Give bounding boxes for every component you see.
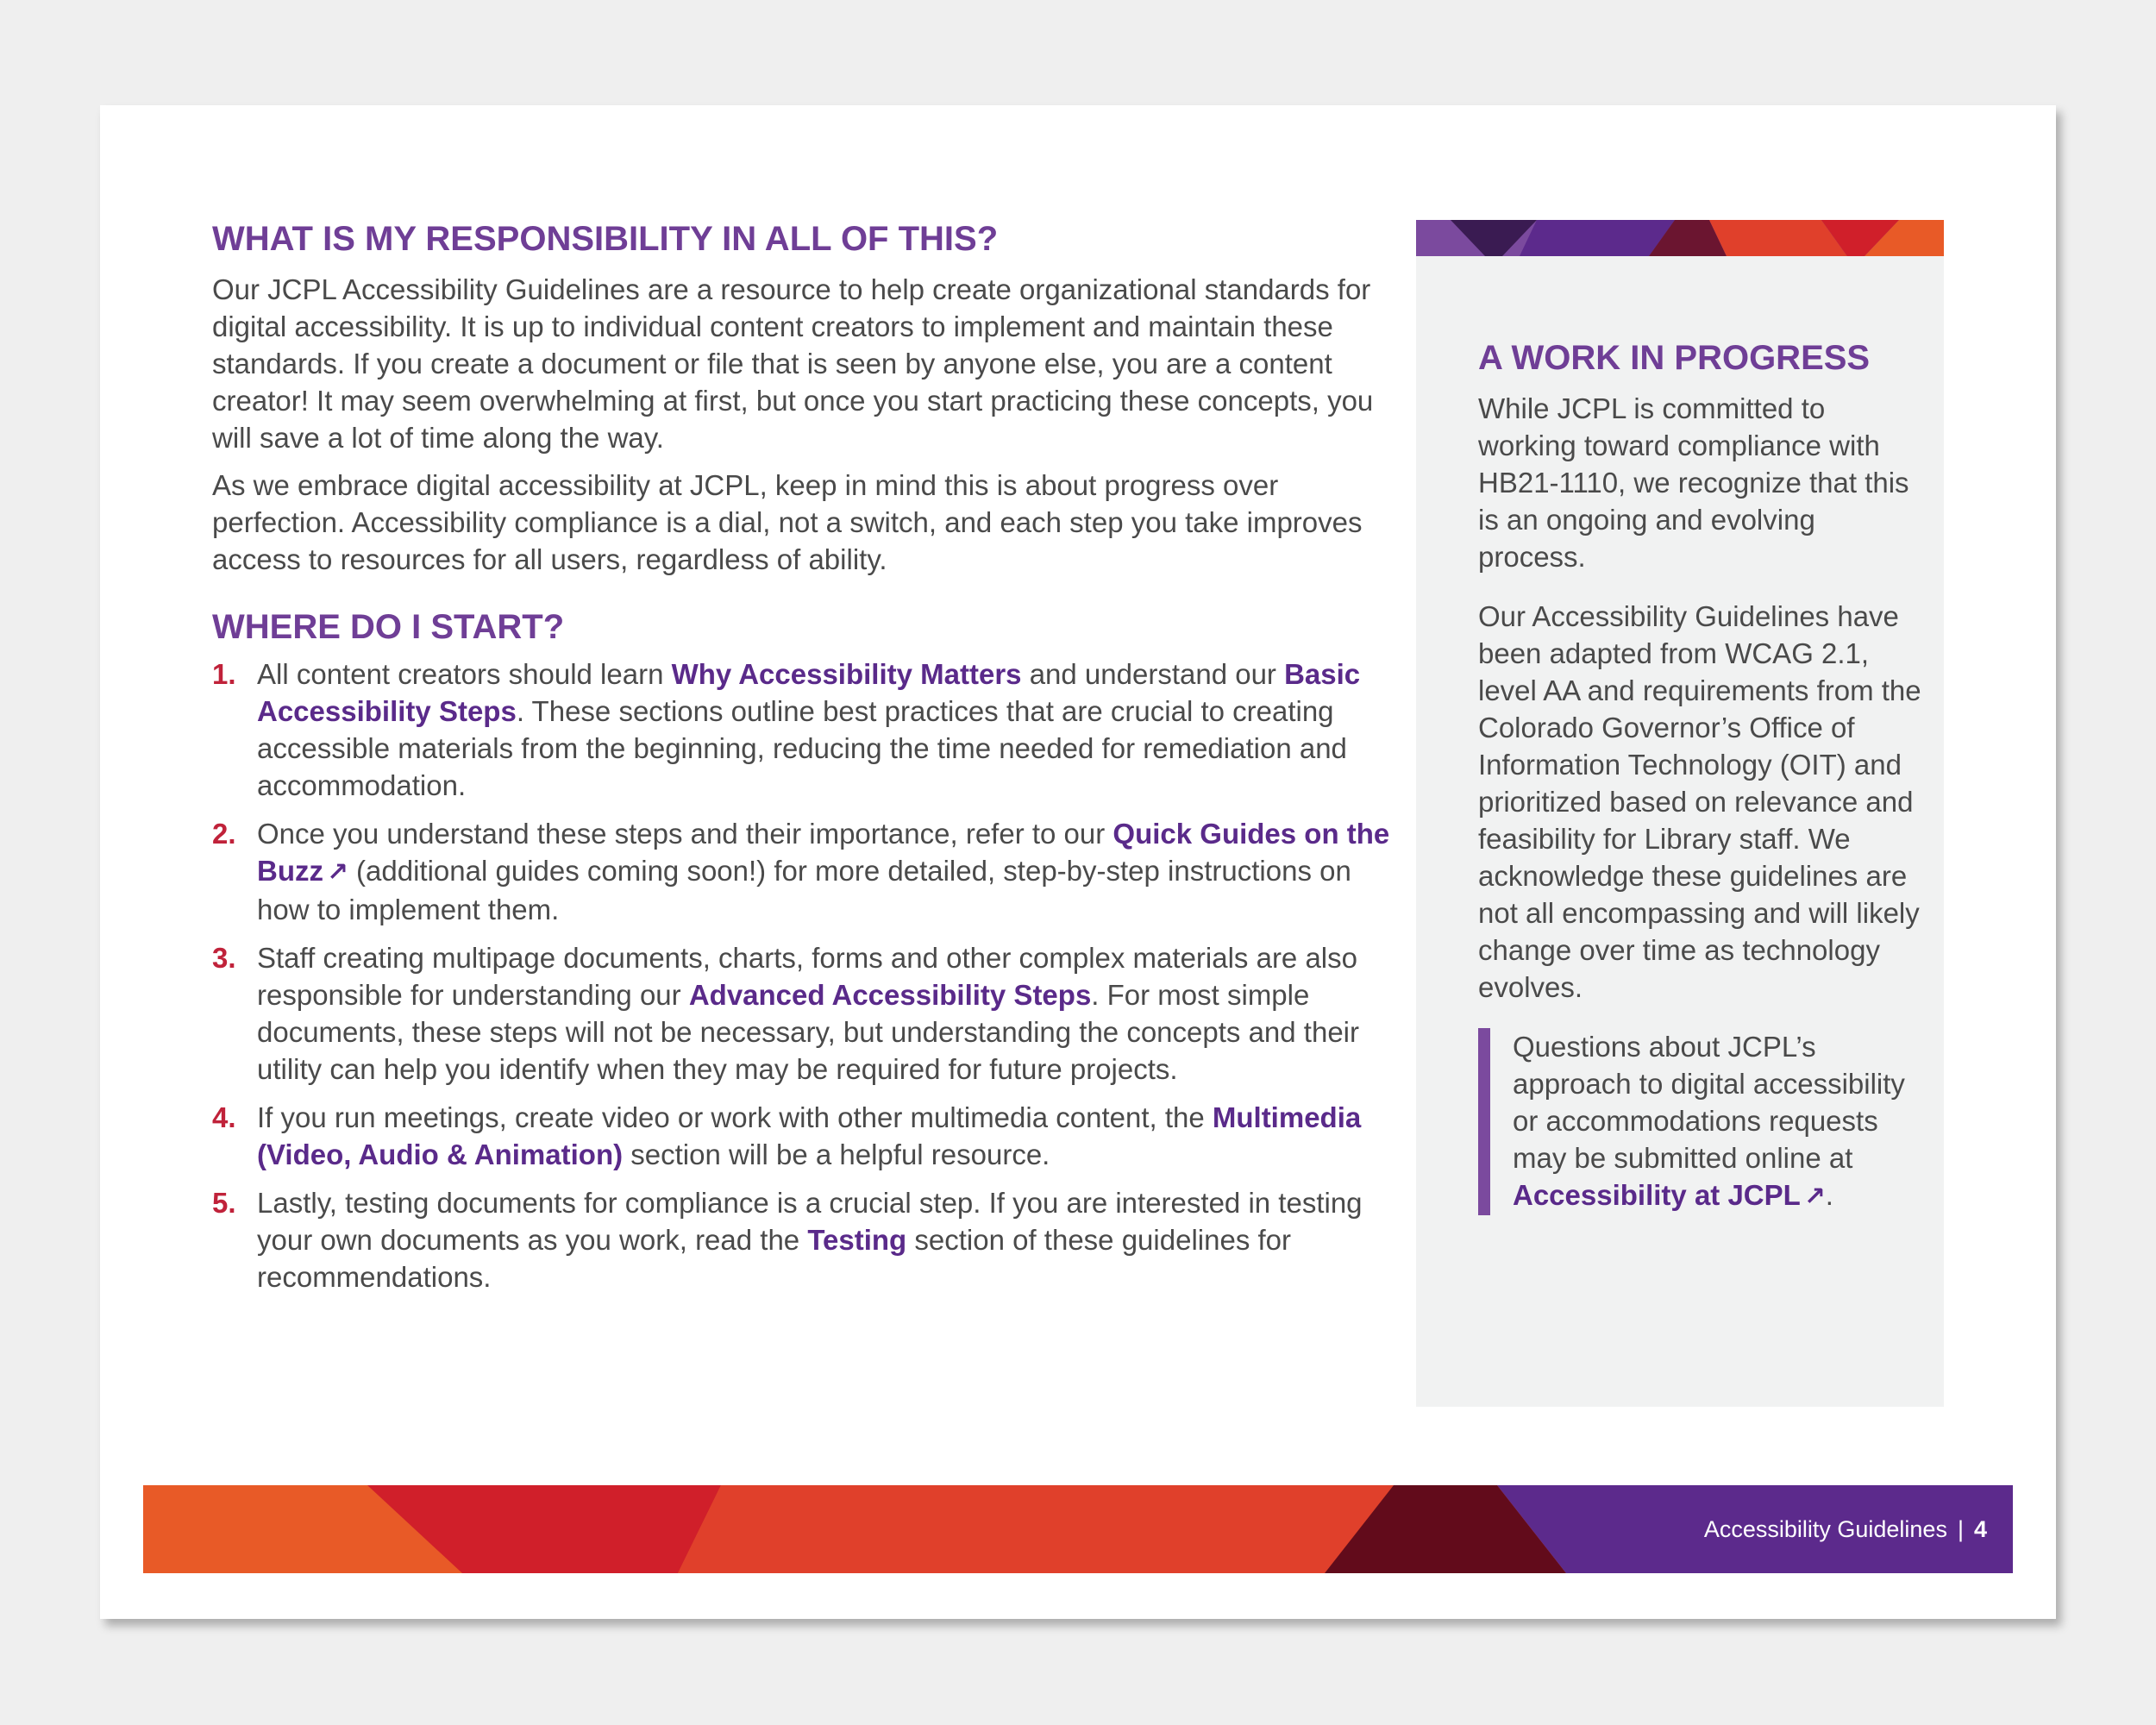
- external-link-icon[interactable]: ↗: [327, 858, 348, 887]
- multimedia-link[interactable]: Multimedia (Video, Audio & Animation): [257, 1101, 1362, 1170]
- advanced-accessibility-steps-link[interactable]: Advanced Accessibility Steps: [688, 979, 1092, 1011]
- page-number: 4: [1973, 1516, 1987, 1542]
- step-text: section of these guidelines for recommendations.: [257, 1224, 1291, 1293]
- steps-list: [212, 656, 1394, 1295]
- responsibility-paragraph-1: Our JCPL Accessibility Guidelines are a resource to help create organizational standards for digital accessibility. It is up to individual content creators to implement and maintain these standards. If you create a document or file that is seen by anyone else, you are a content creator! It may seem overwhelming at first, but once you start practicing these concepts, you will save a lot of time along the way.: [212, 273, 1374, 454]
- footer-band: [143, 1485, 2013, 1573]
- where-to-start-heading: WHERE DO I START?: [212, 608, 565, 646]
- step-text: (additional guides coming soon!) for more detailed, step-by-step instructions on how to implement them.: [257, 855, 1351, 925]
- step-number: 4.: [212, 1101, 236, 1133]
- step-text: Lastly, testing documents for compliance is a crucial step. If you are interested in testing your own documents as you work, read the: [257, 1187, 1363, 1256]
- sidebar-paragraph-1: While JCPL is committed to working toward compliance with HB21-1110, we recognize that this is an ongoing and evolving process.: [1478, 392, 1909, 573]
- step-number: 3.: [212, 942, 236, 974]
- accessibility-at-jcpl-link[interactable]: Accessibility at JCPL: [1513, 1179, 1801, 1211]
- sidebar-color-band: [1416, 220, 1944, 256]
- list-item: [212, 939, 1394, 1088]
- step-text: section will be a helpful resource.: [623, 1138, 1050, 1170]
- sidebar-content: [1478, 336, 1927, 1215]
- basic-accessibility-steps-link[interactable]: Basic Accessibility Steps: [257, 658, 1361, 727]
- step-number: 2.: [212, 818, 236, 850]
- responsibility-paragraph-2: As we embrace digital accessibility at JCPL, keep in mind this is about progress over perfection. Accessibility compliance is a dial, not a switch, and each step you take improves access to resources for all users, regardless of ability.: [212, 469, 1363, 575]
- step-number: 5.: [212, 1187, 236, 1219]
- step-text: Staff creating multipage documents, charts, forms and other complex materials are also responsible for understanding our: [257, 942, 1357, 1011]
- work-in-progress-sidebar: [1416, 220, 1944, 1407]
- step-text: If you run meetings, create video or work with other multimedia content, the: [257, 1101, 1213, 1133]
- contact-callout: [1478, 1028, 1927, 1215]
- sidebar-paragraph-2: Our Accessibility Guidelines have been adapted from WCAG 2.1, level AA and requirements from the Colorado Governor’s Office of Information Technology (OIT) and prioritized based on relevance and feasibility for Library staff. We acknowledge these guidelines are not all encompassing and will likely change over time as technology evolves.: [1478, 600, 1921, 1003]
- sidebar-heading: A WORK IN PROGRESS: [1478, 339, 1871, 377]
- step-text: Once you understand these steps and their importance, refer to our: [257, 818, 1113, 850]
- footer-title: Accessibility Guidelines: [1703, 1516, 1947, 1542]
- main-column: [212, 217, 1394, 1307]
- footer-label: [1704, 1485, 1987, 1573]
- step-text: All content creators should learn: [257, 658, 672, 690]
- external-link-icon[interactable]: ↗: [1803, 1182, 1826, 1211]
- list-item: [212, 1099, 1394, 1173]
- footer-red-orange: [678, 1485, 1394, 1573]
- callout-text: Questions about JCPL’s approach to digital accessibility or accommodations requests may be submitted online at: [1513, 1031, 1905, 1174]
- step-number: 1.: [212, 658, 236, 690]
- quick-guides-link[interactable]: Quick Guides on the Buzz: [257, 818, 1390, 887]
- responsibility-heading: WHAT IS MY RESPONSIBILITY IN ALL OF THIS?: [212, 220, 999, 258]
- footer-separator: |: [1957, 1516, 1964, 1542]
- list-item: [212, 815, 1394, 928]
- testing-link[interactable]: Testing: [807, 1224, 907, 1256]
- band-purple: [1520, 220, 1675, 256]
- list-item: [212, 1184, 1394, 1295]
- list-item: [212, 656, 1394, 804]
- document-page: [100, 105, 2056, 1619]
- callout-period: .: [1825, 1179, 1833, 1211]
- why-accessibility-matters-link[interactable]: Why Accessibility Matters: [671, 658, 1022, 690]
- step-text: . These sections outline best practices that are crucial to creating accessible materials from the beginning, reducing the time needed for remediation and accommodation.: [257, 695, 1347, 801]
- step-text: and understand our: [1021, 658, 1285, 690]
- step-text: . For most simple documents, these steps will not be necessary, but understanding the concepts and their utility can help you identify when they may be required for future projects.: [257, 979, 1359, 1085]
